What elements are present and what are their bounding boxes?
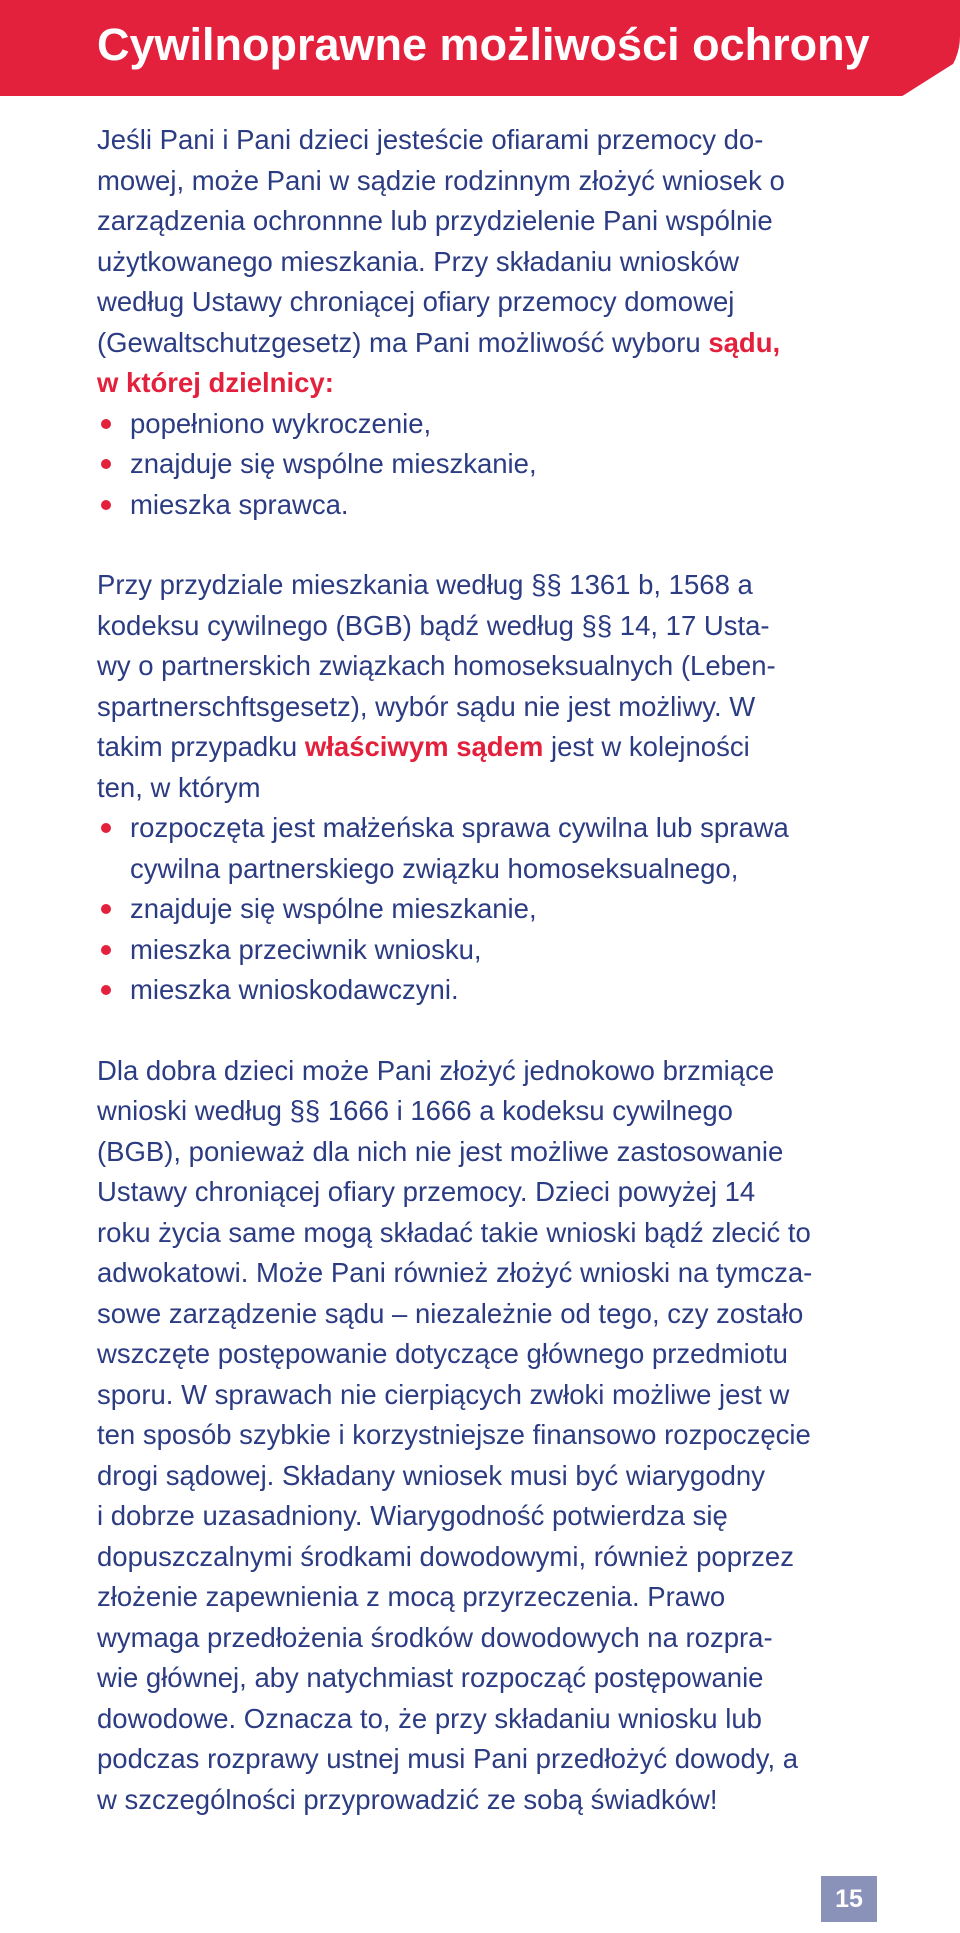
list-item: mieszka sprawca. <box>97 485 887 526</box>
text-fragment: takim przypadku <box>97 731 305 762</box>
text-line: roku życia same mogą składać takie wnioski bądź zlecić to <box>97 1216 811 1248</box>
text-line: w szczególności przyprowadzić ze sobą świadków! <box>97 1783 718 1815</box>
text-line: Ustawy chroniącej ofiary przemocy. Dzieci powyżej 14 <box>97 1176 756 1207</box>
list-item: znajduje się wspólne mieszkanie, <box>97 444 887 485</box>
text-line <box>97 323 887 364</box>
text-line: spartnerschftsgesetz), wybór sądu nie jest możliwy. W <box>97 690 756 722</box>
text-line: sporu. W sprawach nie cierpiących zwłoki możliwe jest w <box>97 1378 790 1410</box>
paragraph-gap <box>97 525 887 565</box>
list-item: popełniono wykroczenie, <box>97 404 887 445</box>
highlight-district: w której dzielnicy: <box>97 367 334 398</box>
text-line: wy o partnerskich związkach homoseksualnych (Leben- <box>97 650 776 681</box>
paragraph-gap <box>97 1011 887 1051</box>
list-item: mieszka przeciwnik wniosku, <box>97 930 887 971</box>
text-line: drogi sądowej. Składany wniosek musi być wiarygodny <box>97 1459 765 1491</box>
list-item <box>97 808 887 889</box>
text-line: kodeksu cywilnego (BGB) bądź według §§ 14, 17 Usta- <box>97 609 770 641</box>
text-line: wszczęte postępowanie dotyczące głównego przedmiotu <box>97 1338 788 1369</box>
text-fragment: (Gewaltschutzgesetz) ma Pani możliwość wyboru <box>97 326 709 358</box>
text-line: ten sposób szybkie i korzystniejsze finansowo rozpoczęcie <box>97 1419 811 1450</box>
text-line: Dla dobra dzieci może Pani złożyć jednokowo brzmiące <box>97 1054 775 1086</box>
text-line: zarządzenia ochronnne lub przydzielenie Pani wspólnie <box>97 205 773 236</box>
section-2-paragraph <box>97 565 887 808</box>
text-line: użytkowanego mieszkania. Przy składaniu wniosków <box>97 245 739 277</box>
section-1-bullet-list <box>97 404 887 526</box>
text-line: adwokatowi. Może Pani również złożyć wnioski na tymcza- <box>97 1257 813 1288</box>
text-line: (BGB), ponieważ dla nich nie jest możliwe zastosowanie <box>97 1135 784 1167</box>
section-1-paragraph <box>97 120 887 404</box>
text-line: sowe zarządzenie sądu – niezależnie od tego, czy zostało <box>97 1297 804 1329</box>
list-item: znajduje się wspólne mieszkanie, <box>97 889 887 930</box>
text-fragment: jest w kolejności <box>543 731 750 762</box>
text-line: wymaga przedłożenia środków dowodowych na rozpra- <box>97 1621 773 1653</box>
section-3-paragraph <box>97 1051 887 1821</box>
highlight-court: sądu, <box>708 326 781 358</box>
text-line: wnioski według §§ 1666 i 1666 a kodeksu cywilnego <box>97 1095 733 1126</box>
text-line: Przy przydziale mieszkania według §§ 1361 b, 1568 a <box>97 569 753 600</box>
text-line: i dobrze uzasadniony. Wiarygodność potwierdza się <box>97 1500 728 1531</box>
text-line: podczas rozprawy ustnej musi Pani przedłożyć dowody, a <box>97 1743 799 1774</box>
section-2-bullet-list <box>97 808 887 1011</box>
text-line: dopuszczalnymi środkami dowodowymi, również poprzez <box>97 1540 794 1572</box>
text-line: wie głównej, aby natychmiast rozpocząć postępowanie <box>97 1662 764 1693</box>
highlight-competent-court: właściwym sądem <box>304 731 544 762</box>
text-line: złożenie zapewnienia z mocą przyrzeczenia. Prawo <box>97 1581 726 1612</box>
text-line: cywilna partnerskiego związku homoseksualnego, <box>130 852 739 884</box>
text-line: według Ustawy chroniącej ofiary przemocy domowej <box>97 286 735 317</box>
page-title: Cywilnoprawne możliwości ochrony <box>97 19 870 70</box>
text-line: ten, w którym <box>97 771 261 803</box>
main-content <box>97 120 887 1820</box>
text-line: dowodowe. Oznacza to, że przy składaniu wniosku lub <box>97 1702 762 1734</box>
text-line: Jeśli Pani i Pani dzieci jesteście ofiarami przemocy do- <box>97 124 764 155</box>
page-number-badge: 15 <box>821 1876 877 1922</box>
text-line <box>97 727 887 768</box>
text-line: rozpoczęta jest małżeńska sprawa cywilna lub sprawa <box>130 812 789 843</box>
text-line: mowej, może Pani w sądzie rodzinnym złożyć wniosek o <box>97 164 785 196</box>
list-item: mieszka wnioskodawczyni. <box>97 970 887 1011</box>
